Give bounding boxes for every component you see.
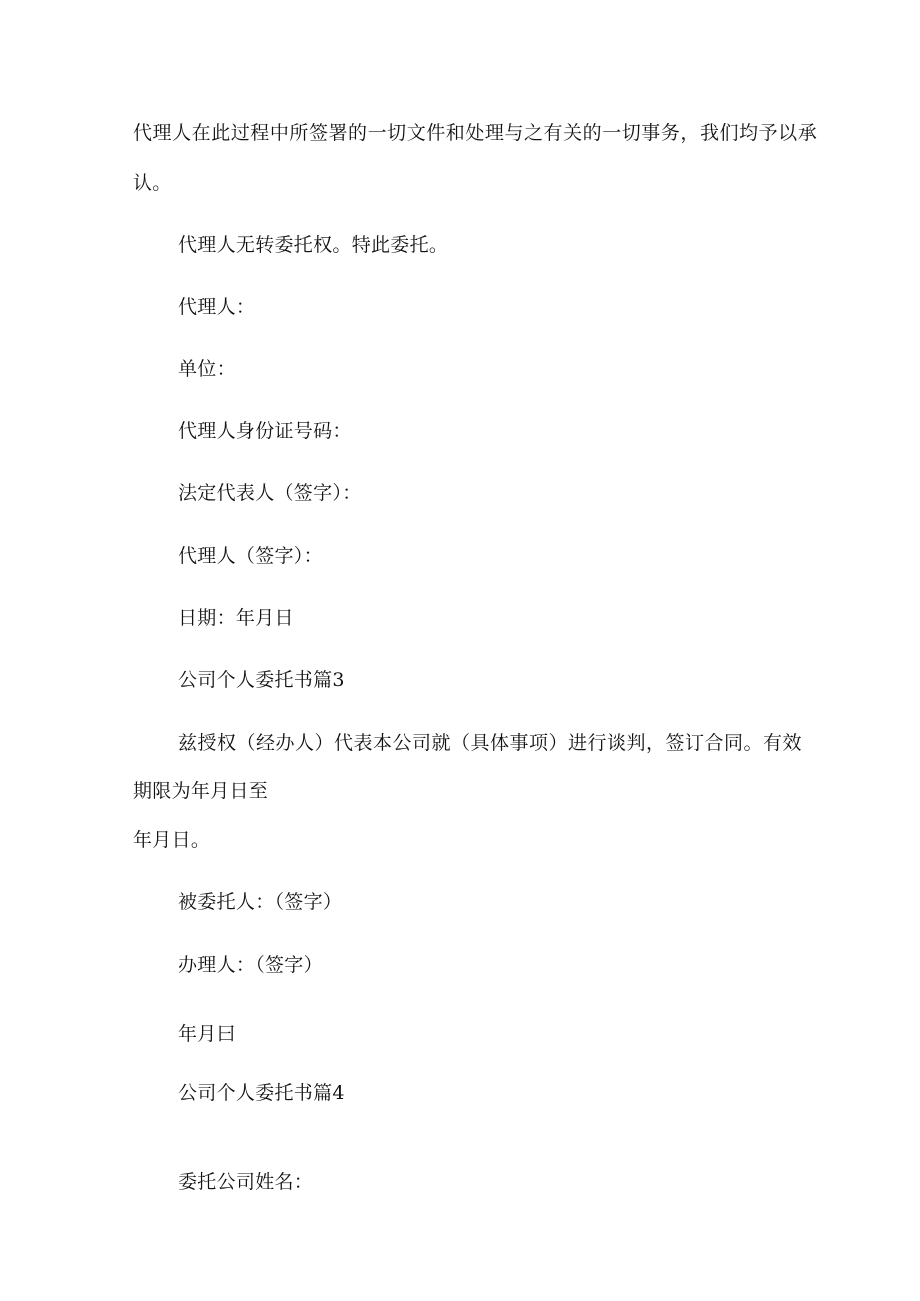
legal-representative-signature-label: 法定代表人（签字）： [178, 482, 362, 504]
validity-end-date-line: 年月日。 [133, 829, 211, 851]
date-label: 日期：年月日 [178, 607, 294, 629]
entrusting-company-name-label: 委托公司姓名： [178, 1171, 314, 1193]
no-subdelegation-statement: 代理人无转委托权。特此委托。 [178, 234, 449, 256]
handler-signature-label: 办理人：（签字） [178, 954, 323, 976]
paragraph-line-continuation: 代理人在此过程中所签署的一切文件和处理与之有关的一切事务，我们均予以承 [133, 122, 818, 144]
section-heading-4: 公司个人委托书篇4 [178, 1082, 345, 1104]
authorization-paragraph-line: 兹授权（经办人）代表本公司就（具体事项）进行谈判，签订合同。有效 [178, 732, 803, 754]
date-line: 年月曰 [178, 1023, 236, 1045]
validity-period-line: 期限为年月日至 [133, 780, 269, 802]
agent-id-number-label: 代理人身份证号码： [178, 420, 352, 442]
trustee-signature-label: 被委托人：（签字） [178, 891, 343, 913]
paragraph-line-end: 认。 [133, 172, 172, 194]
unit-field-label: 单位： [178, 358, 236, 380]
agent-field-label: 代理人： [178, 296, 256, 318]
agent-signature-label: 代理人（签字）： [178, 545, 323, 567]
section-heading-3: 公司个人委托书篇3 [178, 669, 345, 691]
